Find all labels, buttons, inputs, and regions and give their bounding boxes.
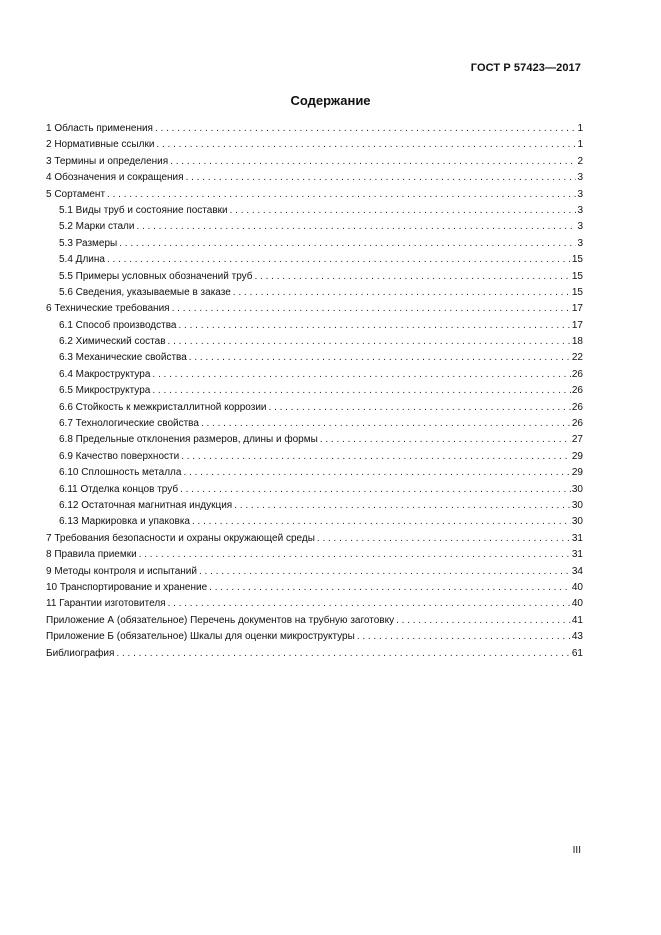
toc-entry-label: 5.4 Длина (59, 254, 105, 266)
toc-dot-leader (254, 269, 570, 285)
toc-entry[interactable] (46, 514, 583, 530)
toc-entry-label: 5 Сортамент (46, 188, 106, 200)
toc-entry-label: 5.3 Размеры (59, 237, 118, 249)
toc-dot-leader (168, 334, 571, 350)
toc-dot-leader (269, 400, 571, 416)
toc-entry-page: 26 (571, 385, 583, 397)
toc-entry-page: 3 (577, 221, 583, 233)
toc-entry-label: Приложение Б (обязательное) Шкалы для оценки микроструктуры (46, 631, 355, 643)
toc-entry-page: 2 (577, 155, 583, 167)
toc-entry-page: 1 (577, 139, 583, 151)
toc-entry-page: 27 (571, 434, 583, 446)
toc-entry-label: 6.1 Способ производства (59, 319, 177, 331)
toc-entry-label: Библиография (46, 647, 115, 659)
toc-entry-page: 41 (571, 614, 583, 626)
toc-entry-page: 18 (571, 336, 583, 348)
toc-dot-leader (234, 498, 571, 514)
toc-entry[interactable] (46, 400, 583, 416)
toc-entry-label: 6.9 Качество поверхности (59, 450, 180, 462)
toc-entry[interactable] (46, 531, 583, 547)
toc-entry[interactable] (46, 137, 583, 153)
toc-entry-page: 26 (571, 368, 583, 380)
toc-entry-page: 17 (571, 303, 583, 315)
toc-dot-leader (116, 646, 570, 662)
toc-entry[interactable] (46, 580, 583, 596)
toc-entry-page: 61 (571, 647, 583, 659)
toc-dot-leader (181, 449, 571, 465)
toc-entry[interactable] (46, 465, 583, 481)
toc-dot-leader (317, 531, 571, 547)
toc-entry-label: 5.5 Примеры условных обозначений труб (59, 270, 253, 282)
toc-dot-leader (107, 252, 571, 268)
toc-dot-leader (156, 137, 576, 153)
toc-entry[interactable] (46, 121, 583, 137)
toc-dot-leader (168, 596, 571, 612)
toc-entry-page: 31 (571, 532, 583, 544)
toc-entry[interactable] (46, 170, 583, 186)
toc-entry[interactable] (46, 547, 583, 563)
toc-entry[interactable] (46, 269, 583, 285)
toc-entry-label: 11 Гарантии изготовителя (46, 598, 166, 610)
toc-entry-label: 2 Нормативные ссылки (46, 139, 155, 151)
toc-entry-page: 3 (577, 237, 583, 249)
toc-dot-leader (192, 514, 571, 530)
table-of-contents (46, 121, 583, 662)
toc-entry-label: 3 Термины и определения (46, 155, 169, 167)
toc-entry[interactable] (46, 564, 583, 580)
toc-entry-page: 29 (571, 450, 583, 462)
toc-dot-leader (183, 465, 570, 481)
toc-entry-page: 34 (571, 565, 583, 577)
toc-dot-leader (396, 613, 571, 629)
toc-entry[interactable] (46, 203, 583, 219)
toc-entry-label: 5.6 Сведения, указываемые в заказе (59, 286, 231, 298)
page-number: III (572, 845, 581, 856)
toc-entry-page: 29 (571, 467, 583, 479)
toc-dot-leader (170, 154, 576, 170)
toc-dot-leader (155, 121, 576, 137)
toc-dot-leader (230, 203, 577, 219)
toc-entry-page: 31 (571, 549, 583, 561)
toc-entry-label: 6.8 Предельные отклонения размеров, длины и формы (59, 434, 318, 446)
toc-entry-page: 30 (571, 483, 583, 495)
toc-entry-page: 1 (577, 123, 583, 134)
toc-entry-label: 8 Правила приемки (46, 549, 137, 561)
toc-entry-page: 30 (571, 499, 583, 511)
toc-entry[interactable] (46, 285, 583, 301)
toc-entry[interactable] (46, 432, 583, 448)
toc-entry-page: 40 (571, 581, 583, 593)
toc-entry-label: 6.5 Микроструктура (59, 385, 151, 397)
toc-entry-label: 10 Транспортирование и хранение (46, 581, 208, 593)
toc-entry-label: 4 Обозначения и сокращения (46, 172, 184, 184)
toc-entry-label: 6.12 Остаточная магнитная индукция (59, 499, 233, 511)
toc-entry-page: 26 (571, 401, 583, 413)
toc-dot-leader (320, 432, 571, 448)
toc-entry[interactable] (46, 416, 583, 432)
toc-entry[interactable] (46, 646, 583, 662)
toc-entry-label: 6.13 Маркировка и упаковка (59, 516, 190, 528)
toc-entry-label: 6.4 Макроструктура (59, 368, 151, 380)
toc-entry-page: 3 (577, 172, 583, 184)
toc-dot-leader (233, 285, 571, 301)
toc-dot-leader (139, 547, 571, 563)
toc-entry-page: 40 (571, 598, 583, 610)
toc-entry[interactable] (46, 219, 583, 235)
toc-entry[interactable] (46, 252, 583, 268)
toc-dot-leader (357, 629, 571, 645)
toc-dot-leader (209, 580, 571, 596)
toc-entry-label: 6.2 Химический состав (59, 336, 166, 348)
toc-entry-label: 6.10 Сплошность металла (59, 467, 182, 479)
toc-entry-page: 15 (571, 286, 583, 298)
toc-entry[interactable] (46, 449, 583, 465)
toc-entry-label: 5.1 Виды труб и состояние поставки (59, 204, 228, 216)
toc-entry[interactable] (46, 629, 583, 645)
toc-dot-leader (179, 318, 571, 334)
toc-dot-leader (172, 301, 571, 317)
toc-dot-leader (180, 482, 571, 498)
toc-entry-page: 26 (571, 418, 583, 430)
toc-entry-page: 15 (571, 270, 583, 282)
toc-entry-label: 1 Область применения (46, 123, 153, 134)
toc-entry[interactable] (46, 367, 583, 383)
toc-dot-leader (186, 170, 577, 186)
toc-dot-leader (199, 564, 571, 580)
toc-entry-page: 22 (571, 352, 583, 364)
toc-entry-page: 17 (571, 319, 583, 331)
toc-entry-label: 7 Требования безопасности и охраны окружающей среды (46, 532, 315, 544)
toc-entry[interactable] (46, 498, 583, 514)
toc-entry[interactable] (46, 236, 583, 252)
toc-entry[interactable] (46, 383, 583, 399)
toc-entry-label: 9 Методы контроля и испытаний (46, 565, 197, 577)
toc-dot-leader (152, 383, 571, 399)
toc-entry[interactable] (46, 334, 583, 350)
toc-entry-page: 30 (571, 516, 583, 528)
toc-entry[interactable] (46, 350, 583, 366)
toc-entry-label: 5.2 Марки стали (59, 221, 135, 233)
toc-entry[interactable] (46, 482, 583, 498)
toc-entry[interactable] (46, 154, 583, 170)
toc-entry-page: 43 (571, 631, 583, 643)
toc-entry[interactable] (46, 301, 583, 317)
toc-entry-page: 15 (571, 254, 583, 266)
toc-entry-label: 6.11 Отделка концов труб (59, 483, 179, 495)
toc-dot-leader (152, 367, 570, 383)
toc-dot-leader (189, 350, 571, 366)
toc-entry[interactable] (46, 613, 583, 629)
toc-entry[interactable] (46, 596, 583, 612)
toc-entry-label: 6.7 Технологические свойства (59, 418, 199, 430)
toc-entry-page: 3 (577, 204, 583, 216)
toc-entry[interactable] (46, 187, 583, 203)
toc-entry-label: 6.6 Стойкость к межкристаллитной коррозии (59, 401, 267, 413)
toc-dot-leader (107, 187, 576, 203)
toc-entry-label: 6 Технические требования (46, 303, 170, 315)
toc-dot-leader (201, 416, 571, 432)
toc-dot-leader (119, 236, 576, 252)
toc-entry-page: 3 (577, 188, 583, 200)
toc-dot-leader (136, 219, 576, 235)
toc-entry-label: 6.3 Механические свойства (59, 352, 187, 364)
document-code: ГОСТ Р 57423—2017 (470, 62, 581, 74)
toc-entry[interactable] (46, 318, 583, 334)
toc-entry-label: Приложение А (обязательное) Перечень документов на трубную заготовку (46, 614, 395, 626)
toc-title: Содержание (290, 93, 371, 108)
